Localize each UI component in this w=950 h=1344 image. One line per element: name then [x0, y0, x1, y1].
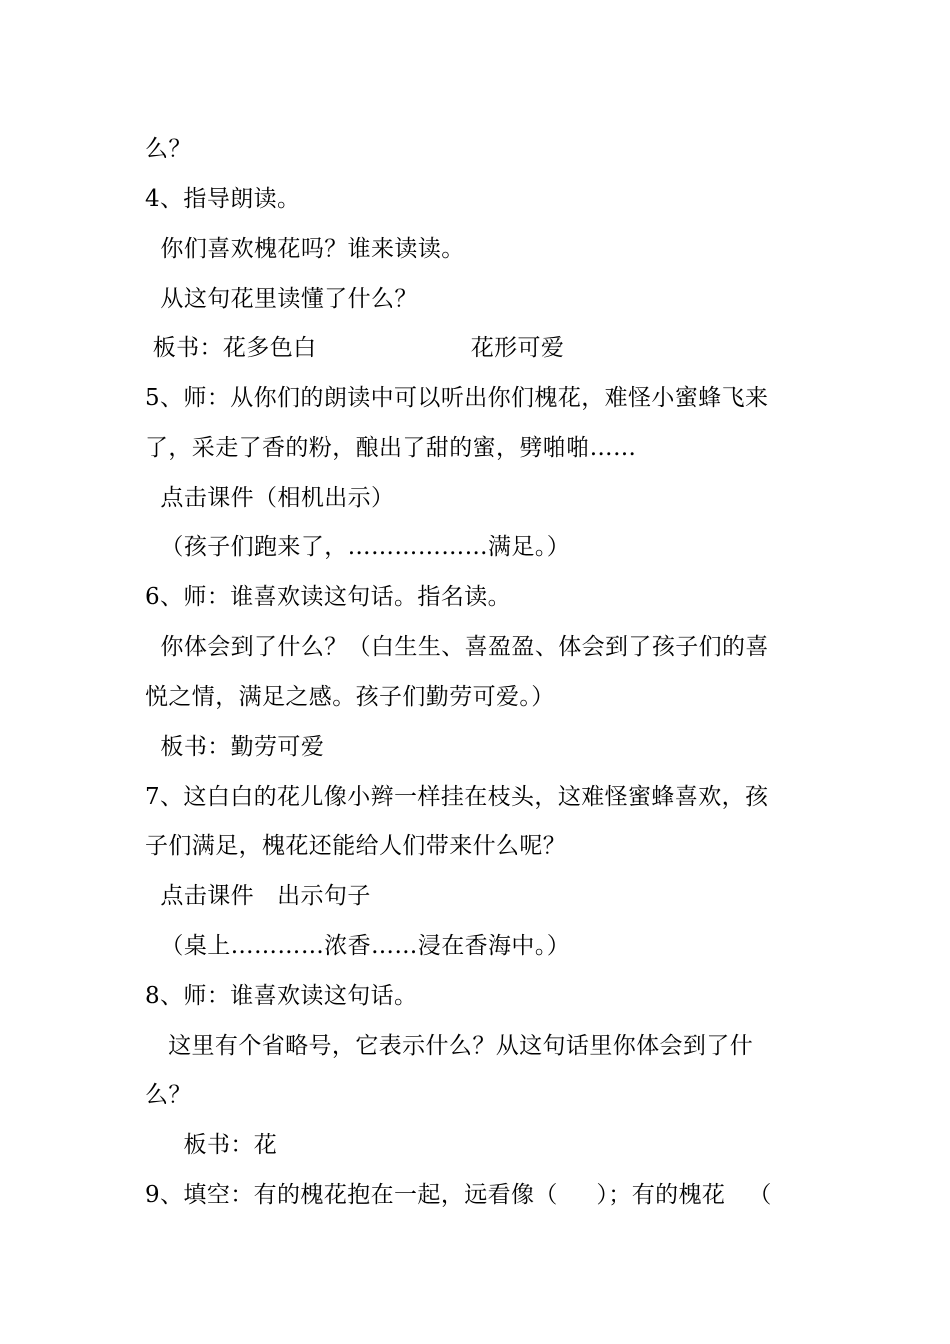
text-line: 从这句花里读懂了什么？ [145, 286, 418, 312]
text-line: 了，采走了香的粉，酿出了甜的蜜，劈啪啪…… [145, 435, 637, 461]
text-line: 点击课件 出示句子 [145, 883, 371, 909]
text-line: 4、指导朗读。 [145, 186, 301, 212]
text-line: 9、填空：有的槐花抱在一起，远看像（ ）；有的槐花 （ [145, 1182, 772, 1208]
text-line: 么？ [145, 136, 192, 162]
text-line: 你们喜欢槐花吗？谁来读读。 [145, 236, 465, 262]
text-line: （桌上…………浓香……浸在香海中。） [145, 933, 571, 959]
text-line: （孩子们跑来了，………………满足。） [145, 534, 571, 560]
text-line: 么？ [145, 1082, 192, 1108]
text-line: 板书：花多色白 花形可爱 [145, 335, 565, 361]
text-line: 板书：勤劳可爱 [145, 734, 325, 760]
text-line: 这里有个省略号，它表示什么？从这句话里你体会到了什 [145, 1033, 754, 1059]
text-line: 点击课件（相机出示） [145, 485, 395, 511]
text-line: 7、这白白的花儿像小辫一样挂在枝头，这难怪蜜蜂喜欢，孩 [145, 784, 769, 810]
text-line: 子们满足，槐花还能给人们带来什么呢？ [145, 833, 567, 859]
text-line: 板书：花 [145, 1132, 278, 1158]
text-line: 8、师：谁喜欢读这句话。 [145, 983, 418, 1009]
text-line: 你体会到了什么？（白生生、喜盈盈、体会到了孩子们的喜 [145, 634, 769, 660]
text-line: 5、师：从你们的朗读中可以听出你们槐花，难怪小蜜蜂飞来 [145, 385, 769, 411]
text-line: 悦之情，满足之感。孩子们勤劳可爱。） [145, 684, 555, 710]
text-line: 6、师：谁喜欢读这句话。指名读。 [145, 584, 512, 610]
